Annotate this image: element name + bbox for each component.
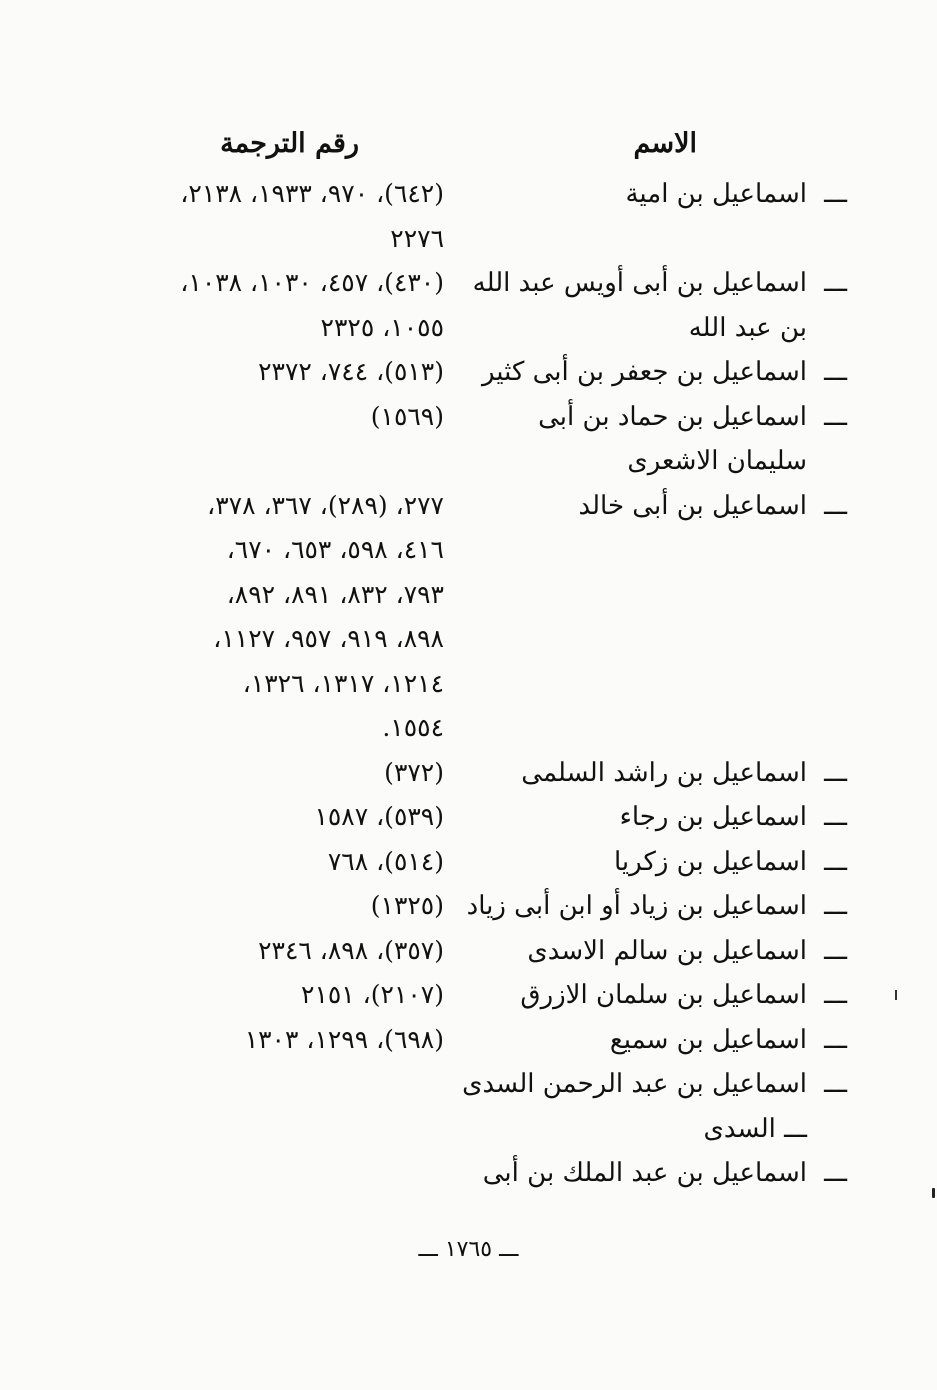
entry-name-text: اسماعيل بن رجاء (619, 802, 807, 832)
ref-line: (٤٣٠)، ٤٥٧، ١٠٣٠، ١٠٣٨، (180, 268, 444, 297)
entry-refs (107, 795, 452, 840)
entry-name (452, 395, 847, 484)
entry-refs (107, 929, 452, 974)
entry-dash: ـــ (824, 935, 847, 966)
entry-name-text: اسماعيل بن زكريا (613, 846, 807, 877)
entry-name-text: اسماعيل بن سلمان الازرق (520, 980, 807, 1010)
entry-dash: ـــ (824, 757, 847, 788)
ref-line: (٥٣٩)، ١٥٨٧ (314, 802, 444, 831)
margin-tick (895, 990, 897, 1000)
entry-name-text: اسماعيل بن أبى أويس عبد الله بن عبد الله (472, 268, 807, 343)
ref-line: (١٥٦٩) (370, 401, 444, 431)
entry-name-text: اسماعيل بن أبى خالد (578, 490, 807, 521)
entry-refs (107, 884, 452, 929)
entry-row (0, 840, 937, 885)
entry-name (452, 172, 847, 217)
entry-row (0, 1151, 937, 1196)
ref-line: (٥١٣)، ٧٤٤، ٢٣٧٢ (258, 357, 444, 386)
entry-dash: ـــ (824, 802, 847, 832)
entry-refs (107, 1018, 452, 1063)
entry-refs (107, 261, 452, 350)
entry-name (452, 1062, 847, 1151)
entry-dash: ـــ (824, 401, 847, 432)
entry-dash: ـــ (824, 490, 847, 521)
entry-refs (107, 395, 452, 440)
entry-name-text: اسماعيل بن حماد بن أبى سليمان الاشعرى (538, 401, 807, 476)
entry-dash: ـــ (824, 268, 847, 298)
entry-dash: ـــ (824, 846, 847, 877)
entry-refs (107, 484, 452, 751)
entry-name-text: اسماعيل بن سميع (609, 1024, 807, 1055)
entry-row (0, 973, 937, 1018)
ref-line: ٨٩٨، ٩١٩، ٩٥٧، ١١٢٧، (213, 624, 444, 653)
entry-row (0, 795, 937, 840)
ref-line: ١٠٥٥، ٢٣٢٥ (320, 312, 444, 342)
entry-name-text: اسماعيل بن عبد الملك بن أبى (482, 1158, 807, 1188)
entry-row (0, 929, 937, 974)
entry-refs (107, 172, 452, 261)
entry-refs (107, 840, 452, 885)
edge-mark (932, 1188, 935, 1198)
entry-row (0, 1018, 937, 1063)
entry-row (0, 1062, 937, 1151)
header-number: رقم الترجمة (220, 128, 359, 159)
entry-name (452, 1018, 847, 1063)
entry-dash: ـــ (824, 1069, 847, 1099)
entry-name (452, 795, 847, 840)
entry-row (0, 751, 937, 796)
ref-line: (٥١٤)، ٧٦٨ (327, 846, 444, 876)
entry-name (452, 751, 847, 796)
entry-name-text: اسماعيل بن جعفر بن أبى كثير (481, 357, 807, 387)
entry-dash: ـــ (824, 1024, 847, 1055)
entry-dash: ـــ (824, 1158, 847, 1188)
ref-line: ٧٩٣، ٨٣٢، ٨٩١، ٨٩٢، (226, 579, 444, 609)
ref-line: ٤١٦، ٥٩٨، ٦٥٣، ٦٧٠، (226, 535, 444, 564)
entry-dash: ـــ (824, 891, 847, 921)
entry-name (452, 261, 847, 350)
entry-name (452, 973, 847, 1018)
entry-dash: ـــ (824, 357, 847, 387)
ref-line: (٣٥٧)، ٨٩٨، ٢٣٤٦ (258, 935, 444, 965)
entry-name (452, 484, 847, 529)
ref-line: ١٥٥٤. (382, 713, 444, 742)
ref-line: (٦٩٨)، ١٢٩٩، ١٣٠٣ (244, 1024, 444, 1054)
ref-line: ٢٢٧٦ (390, 223, 444, 253)
entry-refs (107, 973, 452, 1018)
entry-row (0, 172, 937, 261)
entry-name (452, 929, 847, 974)
entry-refs (107, 751, 452, 796)
header-name: الاسم (633, 128, 697, 159)
ref-line: ٢٧٧، (٢٨٩)، ٣٦٧، ٣٧٨، (207, 490, 444, 520)
entry-row (0, 350, 937, 395)
entry-name-text: اسماعيل بن امية (625, 179, 807, 209)
entry-name-text: اسماعيل بن زياد أو ابن أبى زياد (466, 891, 807, 921)
entry-name-text: اسماعيل بن عبد الرحمن السدى ـــ السدى (462, 1069, 807, 1144)
entry-name-text: اسماعيل بن سالم الاسدى (527, 935, 807, 966)
ref-line: (٢١٠٧)، ٢١٥١ (301, 980, 444, 1009)
entry-row (0, 395, 937, 484)
entry-name (452, 840, 847, 885)
entry-row (0, 261, 937, 350)
entry-dash: ـــ (824, 980, 847, 1010)
ref-line: (٦٤٢)، ٩٧٠، ١٩٣٣، ٢١٣٨، (180, 179, 444, 208)
entry-row (0, 484, 937, 751)
entry-name (452, 884, 847, 929)
entries-list (0, 172, 937, 1196)
ref-line: (١٣٢٥) (370, 891, 444, 920)
ref-line: ١٢١٤، ١٣١٧، ١٣٢٦، (242, 668, 444, 698)
page-number: ـــ ١٧٦٥ ـــ (418, 1237, 519, 1262)
entry-dash: ـــ (824, 179, 847, 209)
entry-name (452, 350, 847, 395)
entry-name-text: اسماعيل بن راشد السلمى (521, 757, 807, 788)
entry-row (0, 884, 937, 929)
entry-name (452, 1151, 847, 1196)
ref-line: (٣٧٢) (384, 757, 444, 787)
entry-refs (107, 350, 452, 395)
